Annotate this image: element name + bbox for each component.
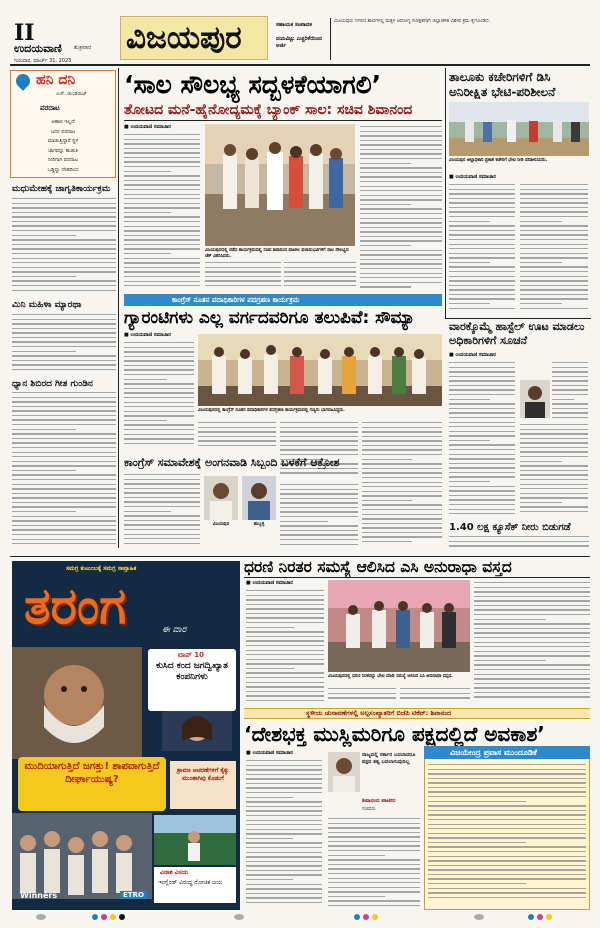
hostel-text-a — [449, 362, 515, 520]
dharna-text-b — [328, 688, 396, 706]
main-photo — [205, 124, 355, 246]
city-name: ವಿಜಯಪುರ — [126, 20, 242, 56]
dharna-byline: ■ ಉದಯವಾಣಿ ಸಮಾಚಾರ — [246, 580, 293, 586]
ad-footer-text: ಇಂಗ್ಲೆಂಡ್ ವಿರುದ್ಧ ರೋಚಕ ಜಯ — [158, 879, 223, 886]
poem-line: ಮಾಡುತ್ತಿದ್ದಾರೆ ಸ್ಥಳ — [47, 138, 79, 144]
portrait-1-name: ವಿಜಯಪುರ — [212, 522, 230, 527]
hostel-text-c — [520, 424, 588, 520]
poem-line: ಜನರ ಪರದಾಟ — [50, 128, 76, 135]
dharna-text-d — [474, 582, 590, 706]
poem-line: ನೀರಿಗಾಗಿ ಪರದಾಟ — [48, 157, 78, 163]
congress-headline: ಕಾಂಗ್ರೆಸ್ ಸಮಾವೇಶಕ್ಕೆ ಅಂಗನವಾಡಿ ಸಿಬ್ಬಂದಿ ಬಳಕೆಗೆ ಆಕ್ರೋಶ — [124, 456, 340, 469]
mid-text-b — [198, 422, 276, 452]
mid-text-a — [124, 342, 194, 452]
main-headline: ‘ಸಾಲ ಸೌಲಭ್ಯ ಸದ್ಬಳಕೆಯಾಗಲಿ’ — [124, 70, 382, 99]
right-top-photo — [449, 102, 589, 156]
edition-line: ಗುರುವಾರ, ಮಾರ್ಚ್ 31, 2023 — [14, 58, 72, 64]
horoscope-title: ಹನಿ ದನಿ — [36, 72, 76, 88]
muslim-text-a — [246, 760, 322, 910]
promo-label-1: ಸಹಾಯಕ ಸಂಪಾದಕ — [276, 22, 312, 28]
main-text-b — [205, 262, 281, 294]
right-top-caption: ವಿಜಯಪುರ ಜಿಲ್ಲಾಧಿಕಾರಿ ಪ್ರಕಾಶ ಕಚೇರಿಗೆ ಭೇಟಿ ನೀಡಿ ಪರಿಶೀಲಿಸಿದರು. — [449, 158, 548, 163]
main-text-a — [124, 134, 200, 292]
ad-top-strap: ಸಮಗ್ರ ಕುಟುಂಬಕ್ಕೆ ಸಮಗ್ರ ಸಾಪ್ತಾಹಿಕ — [66, 565, 137, 572]
right-top-headline: ತಾಲೂಕು ಕಚೇರಿಗಳಿಗೆ ಡಿಸಿ ಅನಿರೀಕ್ಷಿತ ಭೇಟಿ-ಪರಿಶೀಲನೆ — [449, 70, 556, 99]
portrait-2 — [242, 476, 276, 520]
poem-line: ಜಾಗವನ್ನು ಹುಡುಕಿ — [48, 147, 78, 154]
ad-promo: ETRO — [120, 891, 147, 899]
congress-text-a — [124, 474, 200, 550]
right-top-byline: ■ ಉದಯವಾಣಿ ಸಮಾಚಾರ — [449, 174, 496, 180]
masthead-brand: ಉದಯವಾಣಿ — [14, 42, 62, 55]
ad-side-text: ಶ್ರಾವಣ ಆಚರಣೆಗಳಿಗೆ ಕೈಕ್ಕು ಮುಂತಾಗಿವು ಕೊಡುಗೆ — [176, 767, 230, 782]
main-subheadline: ತೋಟದ ಮನೆ-ಹೈನೋದ್ಯಮಕ್ಕೆ ಬ್ಯಾಂಕ್ ಸಾಲ: ಸಚಿವ ಶಿವಾನಂದ — [124, 102, 413, 118]
muslim-quote-role: ಸಚಿವರು — [362, 806, 376, 812]
ad-winners: Winners — [20, 891, 58, 900]
page-number: II — [14, 20, 35, 46]
muslim-byline: ■ ಉದಯವಾಣಿ ಸಮಾಚಾರ — [246, 750, 293, 756]
ad-top10-text: ಕುಸಿದ ಕಂದ ಜಗದ್ವಿಖ್ಯಾತ ಕಂಪನಿಗಳು — [156, 661, 228, 682]
dharna-headline: ಧರಣಿ ನಿರತರ ಸಮಸ್ಯೆ ಆಲಿಸಿದ ಎಸಿ ಅನುರಾಧಾ ವಸ್ತದ — [244, 558, 512, 576]
left-head-3: ಧ್ಯಾನ ಶಿಬಿರದ ಗೀತ ಗುಂಡಿನ — [12, 379, 93, 389]
muslim-quote-by: ಶಿವಾನಂದ ಪಾಟೀಲ — [362, 798, 396, 804]
main-text-d — [360, 126, 442, 294]
masthead-tag: ಶುಕ್ರವಾರ — [74, 44, 92, 51]
main-byline: ■ ಉದಯವಾಣಿ ಸಮಾಚಾರ — [124, 124, 171, 130]
right-top-text-a — [449, 184, 515, 316]
mid-photo — [198, 334, 442, 406]
mid-text-c — [280, 422, 358, 480]
muslim-text-b — [328, 818, 420, 910]
promo-text: ವಿಜಯಪುರ: ನಗರದ ಶಾಲೆಗಳಲ್ಲಿ ಮಕ್ಕಳ ಆರೋಗ್ಯ ಸುರಕ್ಷತೆಗಾಗಿ ಜಿಲ್ಲಾಡಳಿತ ವಿಶೇಷ ಕ್ರಮ ಕೈಗೊಂಡಿದೆ. — [334, 19, 491, 24]
right-top-text-b — [520, 184, 588, 316]
dharna-text-c — [400, 688, 470, 706]
dharna-photo — [328, 580, 470, 672]
main-caption: ವಿಜಯಪುರದಲ್ಲಿ ನಡೆದ ಕಾರ್ಯಕ್ರಮದಲ್ಲಿ ಸಚಿವ ಶಿವಾನಂದ ಪಾಟೀಲ ಫಲಾನುಭವಿಗಳಿಗೆ ಸಾಲ ಸೌಲಭ್ಯದ ಚೆಕ್ ವಿತರಿಸಿದರು. — [205, 248, 349, 259]
poem-lines — [16, 118, 110, 175]
water-text — [449, 536, 589, 554]
poem-line: ಆಹಾರ ಇಲ್ಲದೆ — [51, 119, 75, 125]
mid-headline: ಗ್ಯಾರಂಟಿಗಳು ಎಲ್ಲ ವರ್ಗದವರಿಗೂ ತಲುಪಿವೆ: ಸೌಮ್ಯಾ — [124, 308, 416, 328]
ad-cricket-photo — [154, 815, 236, 865]
portrait-2-name: ಹುಬ್ಬಳ್ಳಿ — [253, 522, 265, 527]
portrait-1 — [204, 476, 238, 520]
poem-line: ಒಡ್ಡಿದ್ದು ದೇಹದಿಂದ — [47, 166, 79, 173]
travel-headline: ವಿಜಯೇಂದ್ರ ಪ್ರವಾಸ ಮುಂದೂಡಿಕೆ — [450, 748, 537, 757]
promo-label-2: ದಯವಿಟ್ಟು ಎಚ್ಚರಿಕೆಯಿಂದ ಅರ್ಜಿ — [276, 36, 322, 49]
muslim-headline: ‘ದೇಶಭಕ್ತ ಮುಸ್ಲಿಮರಿಗೂ ಪಕ್ಷದಲ್ಲಿದೆ ಅವಕಾಶ’ — [244, 722, 545, 746]
hostel-text-b — [552, 362, 588, 422]
left-text-3 — [12, 392, 116, 552]
travel-text — [428, 764, 586, 906]
ad-woman-photo — [162, 711, 232, 751]
left-text-2 — [12, 314, 116, 374]
mid-caption: ವಿಜಯಪುರದಲ್ಲಿ ಕಾಂಗ್ರೆಸ್ ನೂತನ ಪದಾಧಿಕಾರಿಗಳ ಪದಗ್ರಹಣ ಕಾರ್ಯಕ್ರಮದಲ್ಲಿ ಗಣ್ಯರು ಭಾಗವಹಿಸಿದ್ದರು. — [198, 408, 345, 413]
dharna-strap-text: ಸ್ಥಳೀಯ ಚುನಾವಣೆಗಳಲ್ಲಿ ಅಲ್ಪಸಂಖ್ಯಾತರಿಗೆ ಬಿಜೆಪಿ ಟಿಕೆಟ್: ಶಿವಾನಂದ — [306, 709, 452, 717]
ad-banner-text: ಮುದಿಯಾಗುತ್ತಿದೆ ಜಗತ್ತು! ಶಾಪವಾಗುತ್ತಿದೆ ದೀರ್ಘಾಯುಷ್ಯ? — [24, 761, 160, 785]
muslim-portrait — [328, 752, 360, 792]
ad-crowd-photo — [12, 813, 152, 899]
dharna-caption: ವಿಜಯಪುರದಲ್ಲಿ ಧರಣಿ ನಿರತರನ್ನು ಭೇಟಿ ಮಾಡಿ ಸಮಸ್ಯೆ ಆಲಿಸಿದ ಎಸಿ ಅನುರಾಧಾ ವಸ್ತದ. — [328, 674, 453, 679]
dharna-text-a — [246, 590, 324, 706]
ad-brand-sub: ಈ ವಾರ — [162, 625, 187, 635]
main-text-c — [284, 262, 356, 294]
ad-footer-tag: ವಿನಾಶ ವಿಸಯ — [160, 869, 189, 876]
horoscope-subtitle: ಎಚ್. ಡುಂಡಿರಾಜ್ — [56, 91, 87, 97]
hostel-byline: ■ ಉದಯವಾಣಿ ಸಮಾಚಾರ — [449, 352, 496, 358]
taranga-ad — [12, 561, 240, 910]
poem-title: ಪರದಾಟ — [40, 104, 60, 112]
left-head-1: ಮಧುಮೇಹಕ್ಕೆ ಜಾಗೃತಿಕಾರ್ಯಕ್ರಮ — [12, 184, 111, 194]
left-head-2: ಮಿನಿ ಮಹಿಳಾ ಮ್ಯಾರಥಾ — [12, 300, 82, 310]
mid-text-d — [362, 422, 442, 550]
mid-strap-text: ಕಾಂಗ್ರೆಸ್ ನೂತನ ಪದಾಧಿಕಾರಿಗಳ ಪದಗ್ರಹಣ ಕಾರ್ಯಕ್ರಮ — [172, 296, 300, 304]
ad-elder-photo — [12, 647, 142, 759]
ad-top10-label: ಟಾಪ್ 10 — [178, 651, 204, 659]
muslim-quote: ರಾಜ್ಯದಲ್ಲಿ ಸರ್ಕಾರ ಬದಲಾದರೂ ಪಕ್ಷದ ತತ್ವ ಬದಲಾಗುವುದಿಲ್ಲ — [362, 752, 416, 765]
hostel-portrait — [520, 380, 550, 418]
mid-byline: ■ ಉದಯವಾಣಿ ಸಮಾಚಾರ — [124, 332, 171, 338]
hostel-headline: ವಾರಕ್ಕೊಮ್ಮೆ ಹಾಸ್ಟೆಲ್ ಊಟ ಮಾಡಲು ಅಧಿಕಾರಿಗಳಿಗೆ ಸೂಚನೆ — [449, 320, 585, 347]
water-subhead: 1.40 ಲಕ್ಷ ಕ್ಯೂಸೆಕ್ ನೀರು ಬಿಡುಗಡೆ — [449, 522, 571, 533]
left-text-1 — [12, 198, 116, 298]
ad-brand: ತರಂಗ — [24, 577, 127, 635]
congress-text-b — [280, 484, 358, 550]
